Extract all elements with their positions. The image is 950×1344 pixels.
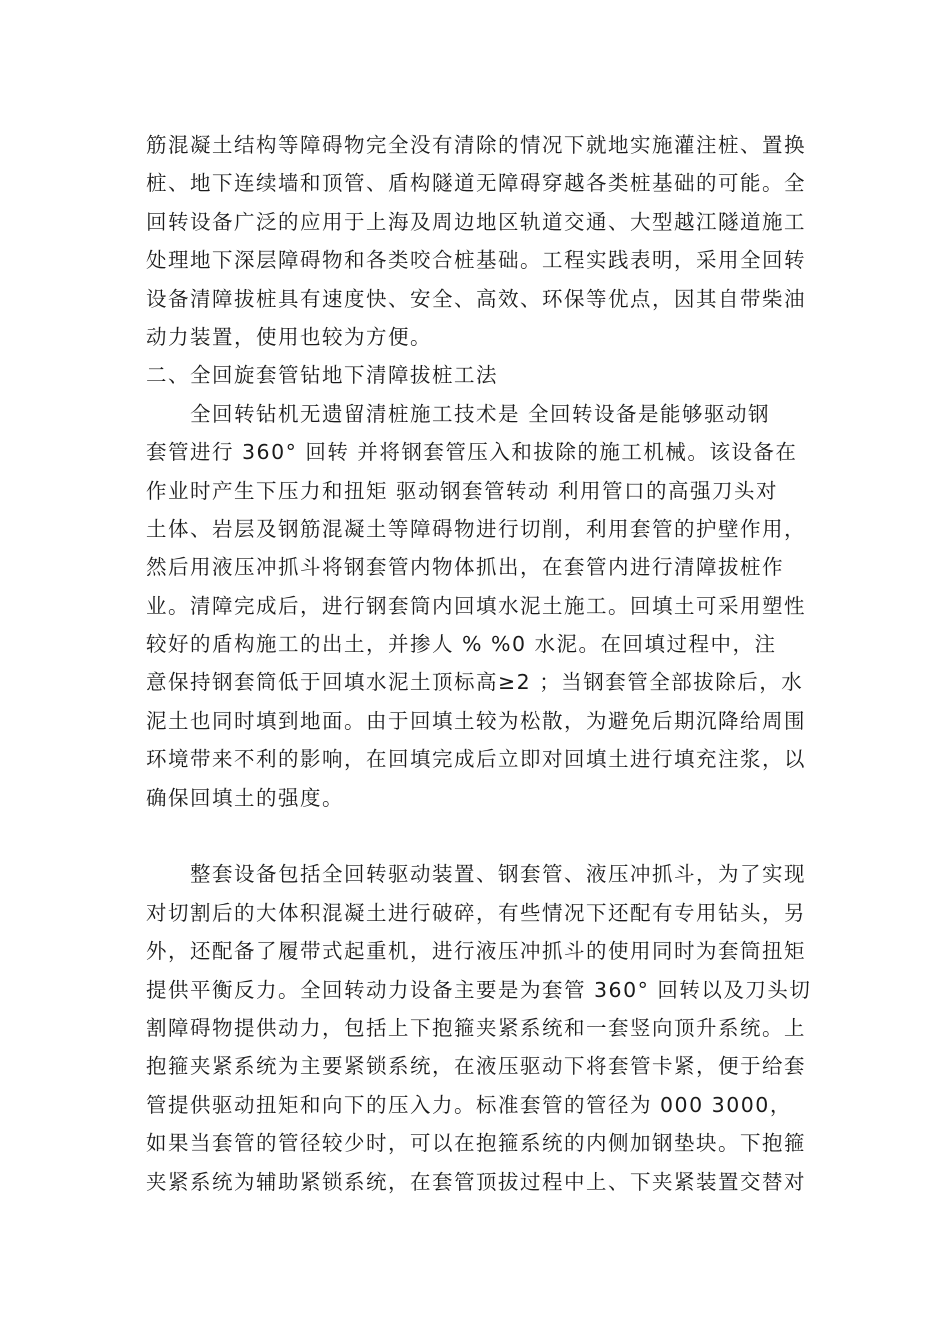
text-line: 确保回填土的强度。 bbox=[146, 785, 344, 810]
text-line: 全回转钻机无遗留清桩施工技术是 全回转设备是能够驱动钢 bbox=[190, 401, 771, 426]
text-line: 抱箍夹紧系统为主要紧锁系统，在液压驱动下将套管卡紧，便于给套 bbox=[146, 1054, 806, 1079]
text-line: 夹紧系统为辅助紧锁系统，在套管顶拔过程中上、下夹紧装置交替对 bbox=[146, 1169, 806, 1194]
text-line: 业。清障完成后，进行钢套筒内回填水泥土施工。回填土可采用塑性 bbox=[146, 593, 806, 618]
text-line: 处理地下深层障碍物和各类咬合桩基础。工程实践表明，采用全回转 bbox=[146, 248, 806, 273]
section-heading: 二、全回旋套管钻地下清障拔桩工法 bbox=[146, 363, 498, 388]
text-line: 意保持钢套筒低于回填水泥土顶标高≥2 ；当钢套管全部拔除后，水 bbox=[146, 670, 804, 695]
text-line: 割障碍物提供动力，包括上下抱箍夹紧系统和一套竖向顶升系统。上 bbox=[146, 1015, 806, 1040]
text-line: 作业时产生下压力和扭矩 驱动钢套管转动 利用管口的高强刀头对 bbox=[146, 478, 779, 503]
text-line: 环境带来不利的影响，在回填完成后立即对回填土进行填充注浆，以 bbox=[146, 747, 806, 772]
text-line: 回转设备广泛的应用于上海及周边地区轨道交通、大型越江隧道施工 bbox=[146, 209, 806, 234]
text-line: 整套设备包括全回转驱动装置、钢套管、液压冲抓斗，为了实现 bbox=[190, 862, 806, 887]
text-line: 然后用液压冲抓斗将钢套管内物体抓出，在套管内进行清障拔桩作 bbox=[146, 555, 784, 580]
text-line: 设备清障拔桩具有速度快、安全、高效、环保等优点，因其自带柴油 bbox=[146, 286, 806, 311]
text-line: 泥土也同时填到地面。由于回填土较为松散，为避免后期沉降给周围 bbox=[146, 708, 806, 733]
text-line: 对切割后的大体积混凝土进行破碎，有些情况下还配有专用钻头，另 bbox=[146, 900, 806, 925]
text-line: 管提供驱动扭矩和向下的压入力。标准套管的管径为 000 3000， bbox=[146, 1092, 792, 1117]
text-line: 土体、岩层及钢筋混凝土等障碍物进行切削，利用套管的护壁作用， bbox=[146, 516, 806, 541]
text-line: 提供平衡反力。全回转动力设备主要是为套管 360° 回转以及刀头切 bbox=[146, 977, 812, 1002]
text-line: 桩、地下连续墙和顶管、盾构隧道无障碍穿越各类桩基础的可能。全 bbox=[146, 171, 806, 196]
document-body bbox=[146, 126, 810, 1201]
text-line: 外，还配备了履带式起重机，进行液压冲抓斗的使用同时为套筒扭矩 bbox=[146, 939, 806, 964]
text-line: 如果当套管的管径较少时，可以在抱箍系统的内侧加钢垫块。下抱箍 bbox=[146, 1131, 806, 1156]
text-line: 套管进行 360° 回转 并将钢套管压入和拔除的施工机械。该设备在 bbox=[146, 440, 798, 465]
text-line: 筋混凝土结构等障碍物完全没有清除的情况下就地实施灌注桩、置换 bbox=[146, 133, 806, 157]
blank-line bbox=[146, 817, 810, 855]
text-line: 较好的盾构施工的出土，并掺人 % %0 水泥。在回填过程中，注 bbox=[146, 632, 777, 657]
text-line: 动力装置，使用也较为方便。 bbox=[146, 324, 432, 349]
